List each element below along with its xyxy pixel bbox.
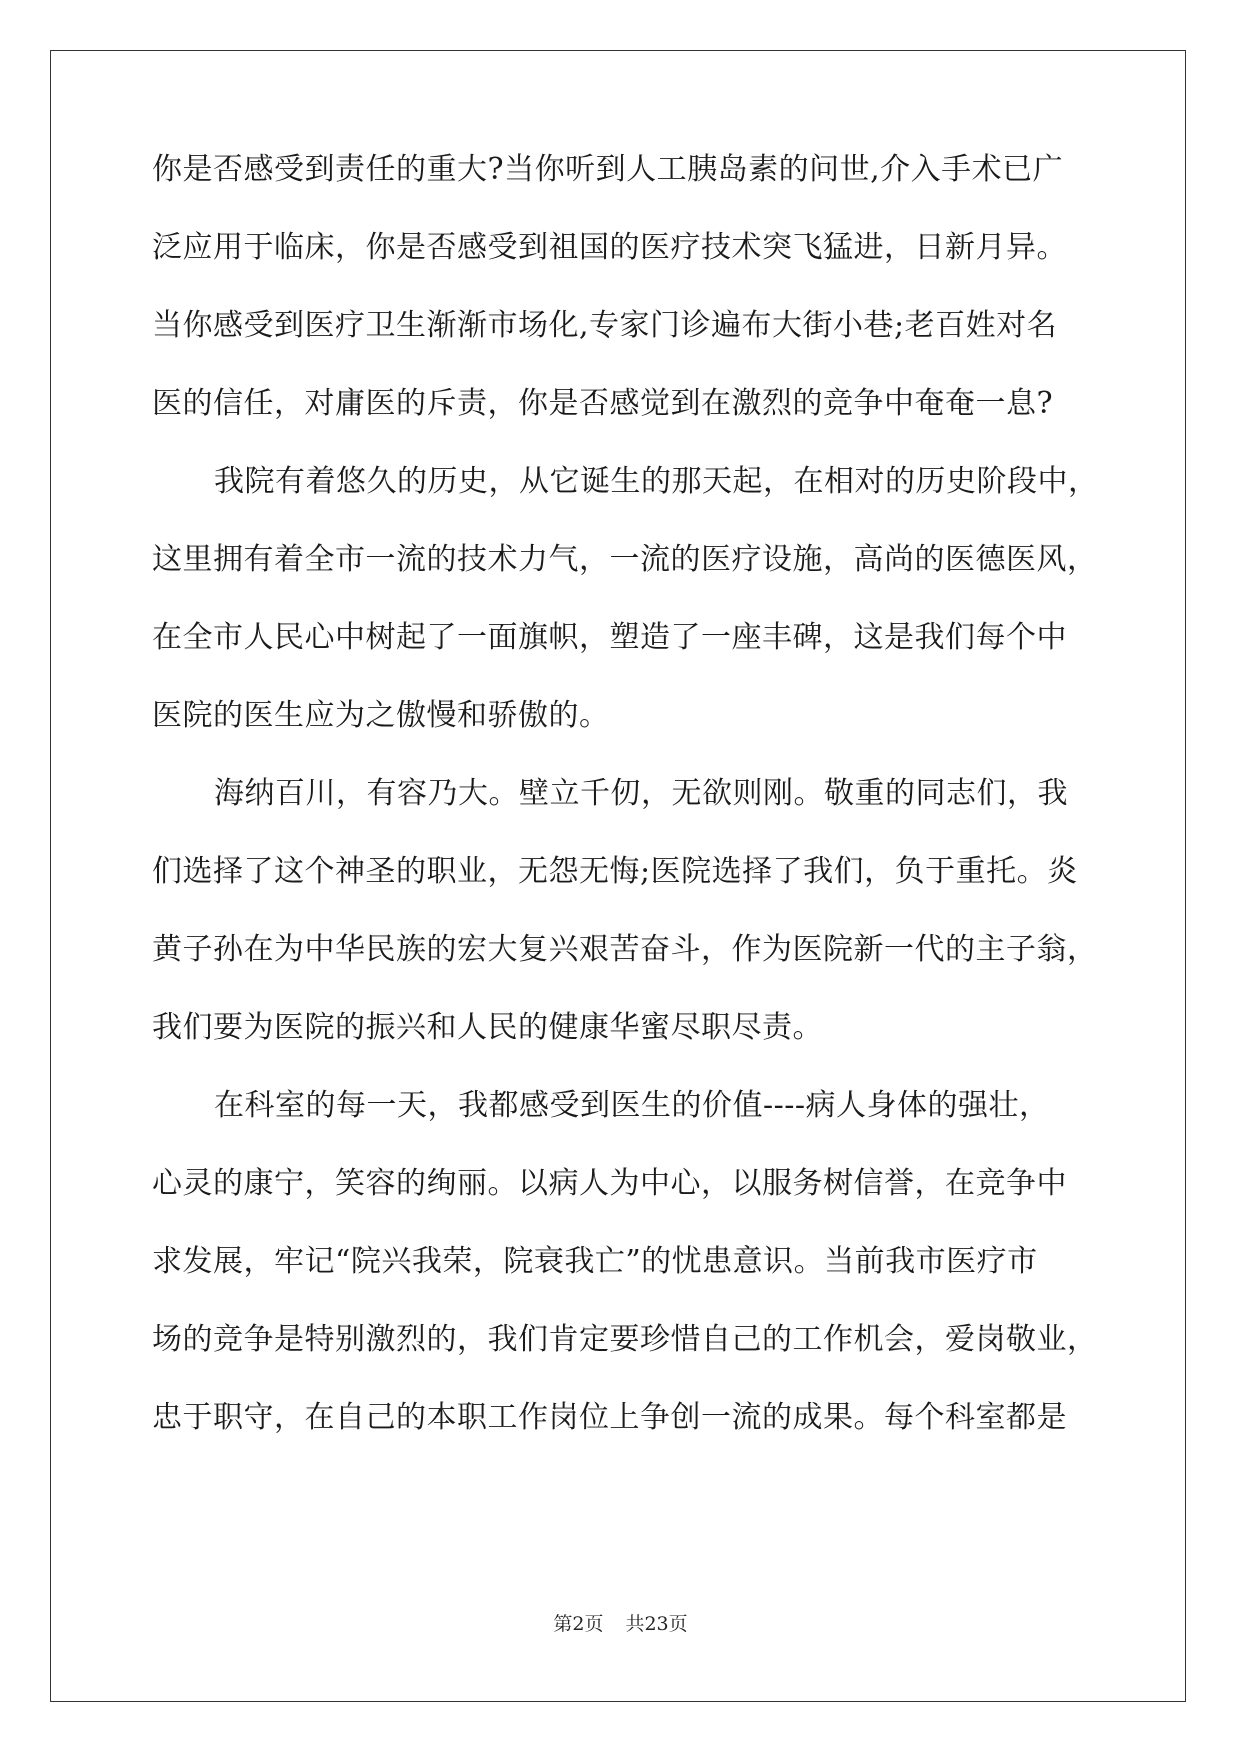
text-line: 海纳百川，有容乃大。壁立千仞，无欲则刚。敬重的同志们，我 xyxy=(214,776,1068,811)
text-line: 求发展，牢记“院兴我荣，院衰我亡”的忧患意识。当前我市医疗市 xyxy=(152,1244,1038,1279)
page-footer xyxy=(0,1609,1241,1636)
text-line: 场的竞争是特别激烈的，我们肯定要珍惜自己的工作机会，爱岗敬业， xyxy=(152,1322,1098,1357)
text-line: 泛应用于临床，你是否感受到祖国的医疗技术突飞猛进，日新月异。 xyxy=(152,230,1067,265)
text-line: 忠于职守，在自己的本职工作岗位上争创一流的成果。每个科室都是 xyxy=(152,1400,1067,1435)
text-line: 医的信任，对庸医的斥责，你是否感觉到在激烈的竞争中奄奄一息? xyxy=(152,386,1054,421)
text-line: 在科室的每一天，我都感受到医生的价值----病人身体的强壮， xyxy=(214,1088,1050,1123)
page-number: 第2页 xyxy=(553,1613,604,1635)
text-line: 这里拥有着全市一流的技术力气，一流的医疗设施，高尚的医德医风， xyxy=(152,542,1098,577)
text-line: 黄子孙在为中华民族的宏大复兴艰苦奋斗，作为医院新一代的主子翁， xyxy=(152,932,1098,967)
page-total: 共23页 xyxy=(625,1613,688,1635)
text-line: 们选择了这个神圣的职业，无怨无悔;医院选择了我们，负于重托。炎 xyxy=(152,854,1078,889)
text-line: 你是否感受到责任的重大?当你听到人工胰岛素的问世,介入手术已广 xyxy=(152,152,1064,187)
text-line: 我们要为医院的振兴和人民的健康华蜜尽职尽责。 xyxy=(152,1010,823,1045)
text-line: 心灵的康宁，笑容的绚丽。以病人为中心，以服务树信誉，在竞争中 xyxy=(152,1166,1067,1201)
text-line: 在全市人民心中树起了一面旗帜，塑造了一座丰碑，这是我们每个中 xyxy=(152,620,1067,655)
text-line: 我院有着悠久的历史，从它诞生的那天起，在相对的历史阶段中， xyxy=(214,464,1099,499)
text-line: 当你感受到医疗卫生渐渐市场化,专家门诊遍布大街小巷;老百姓对名 xyxy=(152,308,1058,343)
text-line: 医院的医生应为之傲慢和骄傲的。 xyxy=(152,698,610,733)
